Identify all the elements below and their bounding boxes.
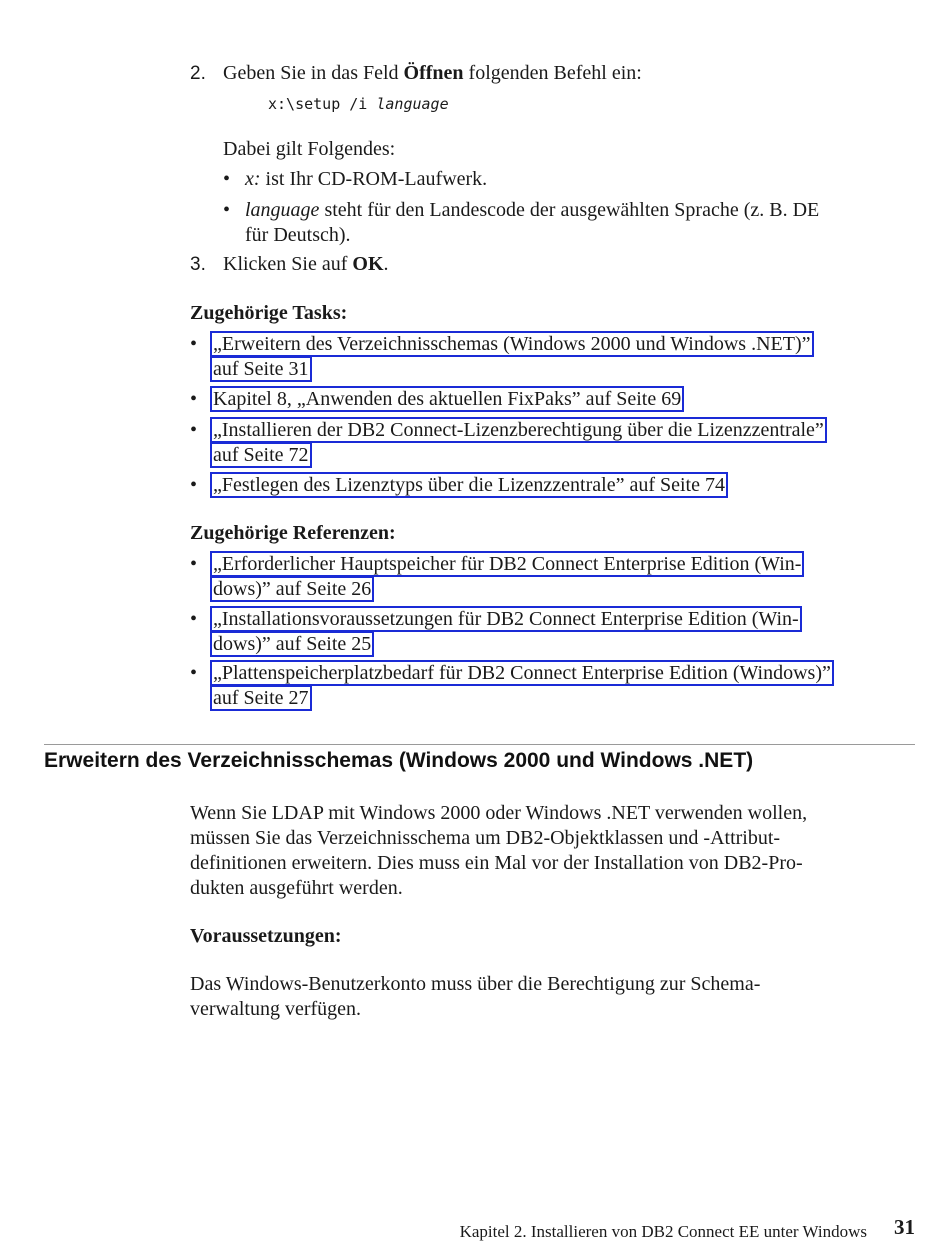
page-footer: Kapitel 2. Installieren von DB2 Connect EE unter Windows <box>459 1222 867 1241</box>
ref-link[interactable]: „Installationsvoraussetzungen für DB2 Connect Enterprise Edition (Win- <box>210 606 802 632</box>
prereq-heading: Voraussetzungen: <box>190 925 342 947</box>
task-link[interactable]: „Installieren der DB2 Connect-Lizenzberechtigung über die Lizenzzentrale” <box>210 417 827 443</box>
ref-link-page[interactable]: dows)” auf Seite 25 <box>210 631 374 657</box>
task-link-page[interactable]: auf Seite 31 <box>210 356 312 382</box>
refs-heading: Zugehörige Referenzen: <box>190 522 396 544</box>
tasks-heading: Zugehörige Tasks: <box>190 302 348 324</box>
step-text: Klicken Sie auf OK. <box>223 253 389 275</box>
task-link[interactable]: „Erweitern des Verzeichnisschemas (Windows 2000 und Windows .NET)” <box>210 331 814 357</box>
field-name-open: Öffnen <box>403 62 464 84</box>
ok-label: OK <box>352 253 384 275</box>
task-link-page[interactable]: auf Seite 72 <box>210 442 312 468</box>
step-number: 3. <box>190 254 206 275</box>
where-intro: Dabei gilt Folgendes: <box>223 138 396 160</box>
section-title: Erweitern des Verzeichnisschemas (Windows 2000 und Windows .NET) <box>44 749 754 772</box>
section-divider <box>44 744 915 745</box>
ref-link-page[interactable]: dows)” auf Seite 26 <box>210 576 374 602</box>
ref-link-page[interactable]: auf Seite 27 <box>210 685 312 711</box>
step-number: 2. <box>190 63 206 84</box>
prereq-paragraph: Das Windows-Benutzerkonto muss über die Berechtigung zur Schema- verwaltung verfügen. <box>190 973 761 1020</box>
setup-command: x:\setup /i language <box>268 95 449 113</box>
ref-link[interactable]: „Erforderlicher Hauptspeicher für DB2 Connect Enterprise Edition (Win- <box>210 551 804 577</box>
intro-paragraph: Wenn Sie LDAP mit Windows 2000 oder Windows .NET verwenden wollen, müssen Sie das Verzeichnisschema um DB2-Objektklassen und -Attribut- definitionen erweitern. Dies muss ein Mal vor der Installation von DB2-Pro- dukten ausgeführt werden. <box>190 802 808 899</box>
step-text: Geben Sie in das Feld Öffnen folgenden Befehl ein: <box>223 62 642 84</box>
task-link[interactable]: Kapitel 8, „Anwenden des aktuellen FixPaks” auf Seite 69 <box>210 386 684 412</box>
page-number: 31 <box>894 1215 915 1239</box>
task-link[interactable]: „Festlegen des Lizenztyps über die Lizenzzentrale” auf Seite 74 <box>210 472 728 498</box>
ref-link[interactable]: „Plattenspeicherplatzbedarf für DB2 Connect Enterprise Edition (Windows)” <box>210 660 834 686</box>
